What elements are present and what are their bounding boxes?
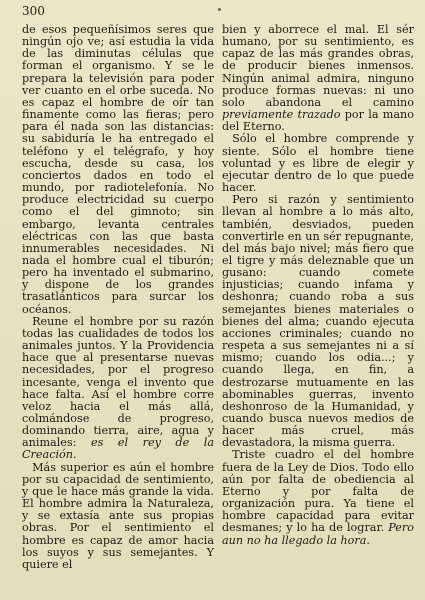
right-column bbox=[222, 24, 414, 547]
paragraph bbox=[22, 316, 214, 462]
text-run: Reune el hombre por su razón todas las cualidades de todos los animales juntos. Y la Providencia hace que al presentarse nuevas necesidades, por el progreso incesante, venga el invento que hace falta. Así el hombre corre veloz hacia el más allá, colmándose de progreso, dominando tierra, aire, agua y animales: bbox=[22, 314, 214, 450]
paragraph bbox=[222, 24, 414, 133]
italic-text: Pero aun no ha llegado la hora bbox=[222, 521, 414, 547]
left-column bbox=[22, 24, 214, 571]
text-run: . bbox=[72, 448, 77, 462]
text-run: Sólo el hombre comprende y siente. Sólo el hombre tiene voluntad y es libre de elegir y ejecutar dentro de lo que puede hacer. bbox=[222, 132, 414, 195]
ink-speck bbox=[218, 8, 221, 11]
text-run: . bbox=[366, 533, 370, 547]
text-run: de esos pequeñísimos seres que ningún ojo ve; así estudia la vida de las diminutas células que forman el organismo. Y se le prepara la televisión para poder ver cuanto en el orbe suceda. No es capaz el hombre de oír tan finamente como las fieras; pero para él nada son las distancias: su sabiduría le ha entregado el teléfono y el telégrafo, y hoy escucha, desde su casa, los conciertos dados en todo el mundo, por radiotelefonía. No produce electricidad su cuerpo como el del gimnoto; sin embargo, levanta centrales eléctricas con las que basta innumerables necesidades. Ni nada el hombre cual el tiburón; pero ha inventado el submarino, y dispone de los grandes trasatlánticos para surcar los océanos. bbox=[22, 23, 214, 316]
page-number: 300 bbox=[22, 4, 45, 18]
text-run: bien y aborrece el mal. El sér humano, por su sentimiento, es capaz de las más grandes obras, de producir bienes inmensos. Ningún animal admira, ninguno produce formas nuevas: ni uno solo abandona el camino bbox=[222, 23, 414, 109]
paragraph bbox=[222, 449, 414, 546]
paragraph bbox=[22, 462, 214, 571]
paragraph bbox=[222, 194, 414, 449]
paragraph bbox=[222, 133, 414, 194]
italic-text: es el rey de la Creación bbox=[22, 436, 215, 462]
text-run: Más superior es aún el hombre por su capacidad de sentimiento, y que le hace más grande la vida. El hombre admira la Naturaleza, y se extasía ante sus propias obras. Por el sentimiento el hombre es capaz de amor hacia los suyos y sus semejantes. Y quiere el bbox=[22, 460, 214, 571]
text-run: Pero si razón y sentimiento llevan al hombre a lo más alto, también, desviados, pueden convertirle en un sér repugnante, del más bajo nivel; más fiero que el tigre y más deleznable que un gusano: cuando comete injusticias; cuando infama y deshonra; cuando roba a sus semejantes bienes materiales o bienes del alma; cuando ejecuta acciones criminales; cuando no respeta a sus semejantes ni a sí mismo; cuando los odia...; y cuando llega, en fin, a destrozarse mutuamente en las abominables guerras, invento deshonroso de la Humanidad, y cuando busca nuevos medios de hacer más cruel, más devastadora, la misma guerra. bbox=[222, 193, 414, 450]
text-run: Triste cuadro el del hombre fuera de la Ley de Dios. Todo ello aún por falta de obediencia al Eterno y por falta de organización pura. Ya tiene el hombre capacidad para evitar desmanes; y lo ha de lograr. bbox=[222, 448, 414, 535]
paragraph bbox=[22, 24, 214, 316]
text-run: por la mano del Eterno. bbox=[222, 108, 415, 134]
italic-text: previamente trazado bbox=[222, 108, 341, 122]
